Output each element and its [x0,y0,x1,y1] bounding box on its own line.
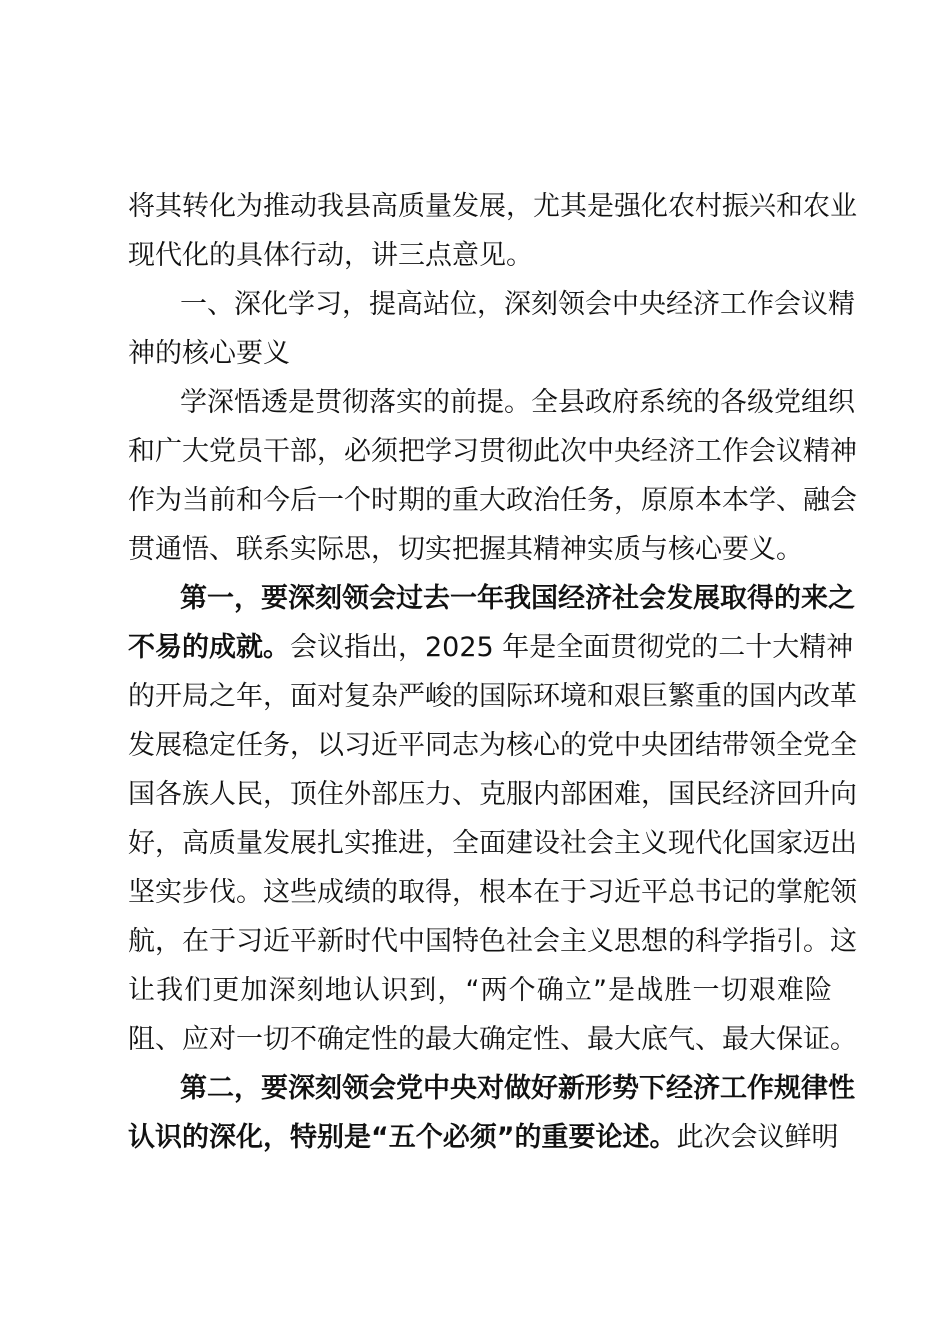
paragraph [128,1064,855,1162]
text-run: 作为当前和今后一个时期的重大政治任务，原原本本学、融会 [128,485,857,516]
bold-text: 不易的成就。 [128,632,290,663]
text-line [128,868,857,917]
section-heading [128,280,855,378]
text-run: 将其转化为推动我县高质量发展，尤其是强化农村振兴和农业 [128,191,857,222]
document-page [128,182,857,1162]
text-run: 神的核心要义 [128,338,290,369]
text-run: 国各族人民，顶住外部压力、克服内部困难，国民经济回升向 [128,779,857,810]
text-run: 的开局之年，面对复杂严峻的国际环境和艰巨繁重的国内改革 [128,681,857,712]
text-line [128,721,857,770]
text-line [128,280,855,329]
bold-text: 第一，要深刻领会过去一年我国经济社会发展取得的来之 [180,583,855,614]
text-run: 航，在于习近平新时代中国特色社会主义思想的科学指引。这 [128,926,857,957]
text-line [128,378,855,427]
bold-text: 认识的深化，特别是“五个必须”的重要论述。 [128,1122,677,1153]
text-line [128,231,832,280]
text-line [128,672,857,721]
text-run: 学深悟透是贯彻落实的前提。全县政府系统的各级党组织 [180,387,855,418]
text-run: 此次会议鲜明 [676,1122,839,1153]
text-line [128,329,832,378]
text-line [128,623,854,672]
text-line [128,182,857,231]
text-line [128,966,832,1015]
text-line [128,770,857,819]
text-line [128,574,855,623]
text-run: 阻、应对一切不确定性的最大确定性、最大底气、最大保证。 [128,1024,857,1055]
text-line [128,1015,857,1064]
text-run: 会议指出，2025 年是全面贯彻党的二十大精神 [290,632,854,663]
text-run: 贯通悟、联系实际思，切实把握其精神实质与核心要义。 [128,534,803,565]
text-run: 让我们更加深刻地认识到，“两个确立”是战胜一切艰难险 [128,975,832,1006]
text-line [128,1113,839,1162]
bold-text: 第二，要深刻领会党中央对做好新形势下经济工作规律性 [180,1073,855,1104]
text-line [128,476,857,525]
text-line [128,819,857,868]
text-run: 和广大党员干部，必须把学习贯彻此次中央经济工作会议精神 [128,436,857,467]
paragraph [128,378,857,574]
text-line [128,917,857,966]
text-run: 发展稳定任务，以习近平同志为核心的党中央团结带领全党全 [128,730,857,761]
paragraph [128,182,857,280]
text-run: 坚实步伐。这些成绩的取得，根本在于习近平总书记的掌舵领 [128,877,857,908]
paragraph [128,574,857,1064]
text-line [128,427,857,476]
text-line [128,1064,855,1113]
text-run: 好，高质量发展扎实推进，全面建设社会主义现代化国家迈出 [128,828,857,859]
text-line [128,525,832,574]
text-run: 现代化的具体行动，讲三点意见。 [128,240,533,271]
text-run: 一、深化学习，提高站位，深刻领会中央经济工作会议精 [180,289,855,320]
